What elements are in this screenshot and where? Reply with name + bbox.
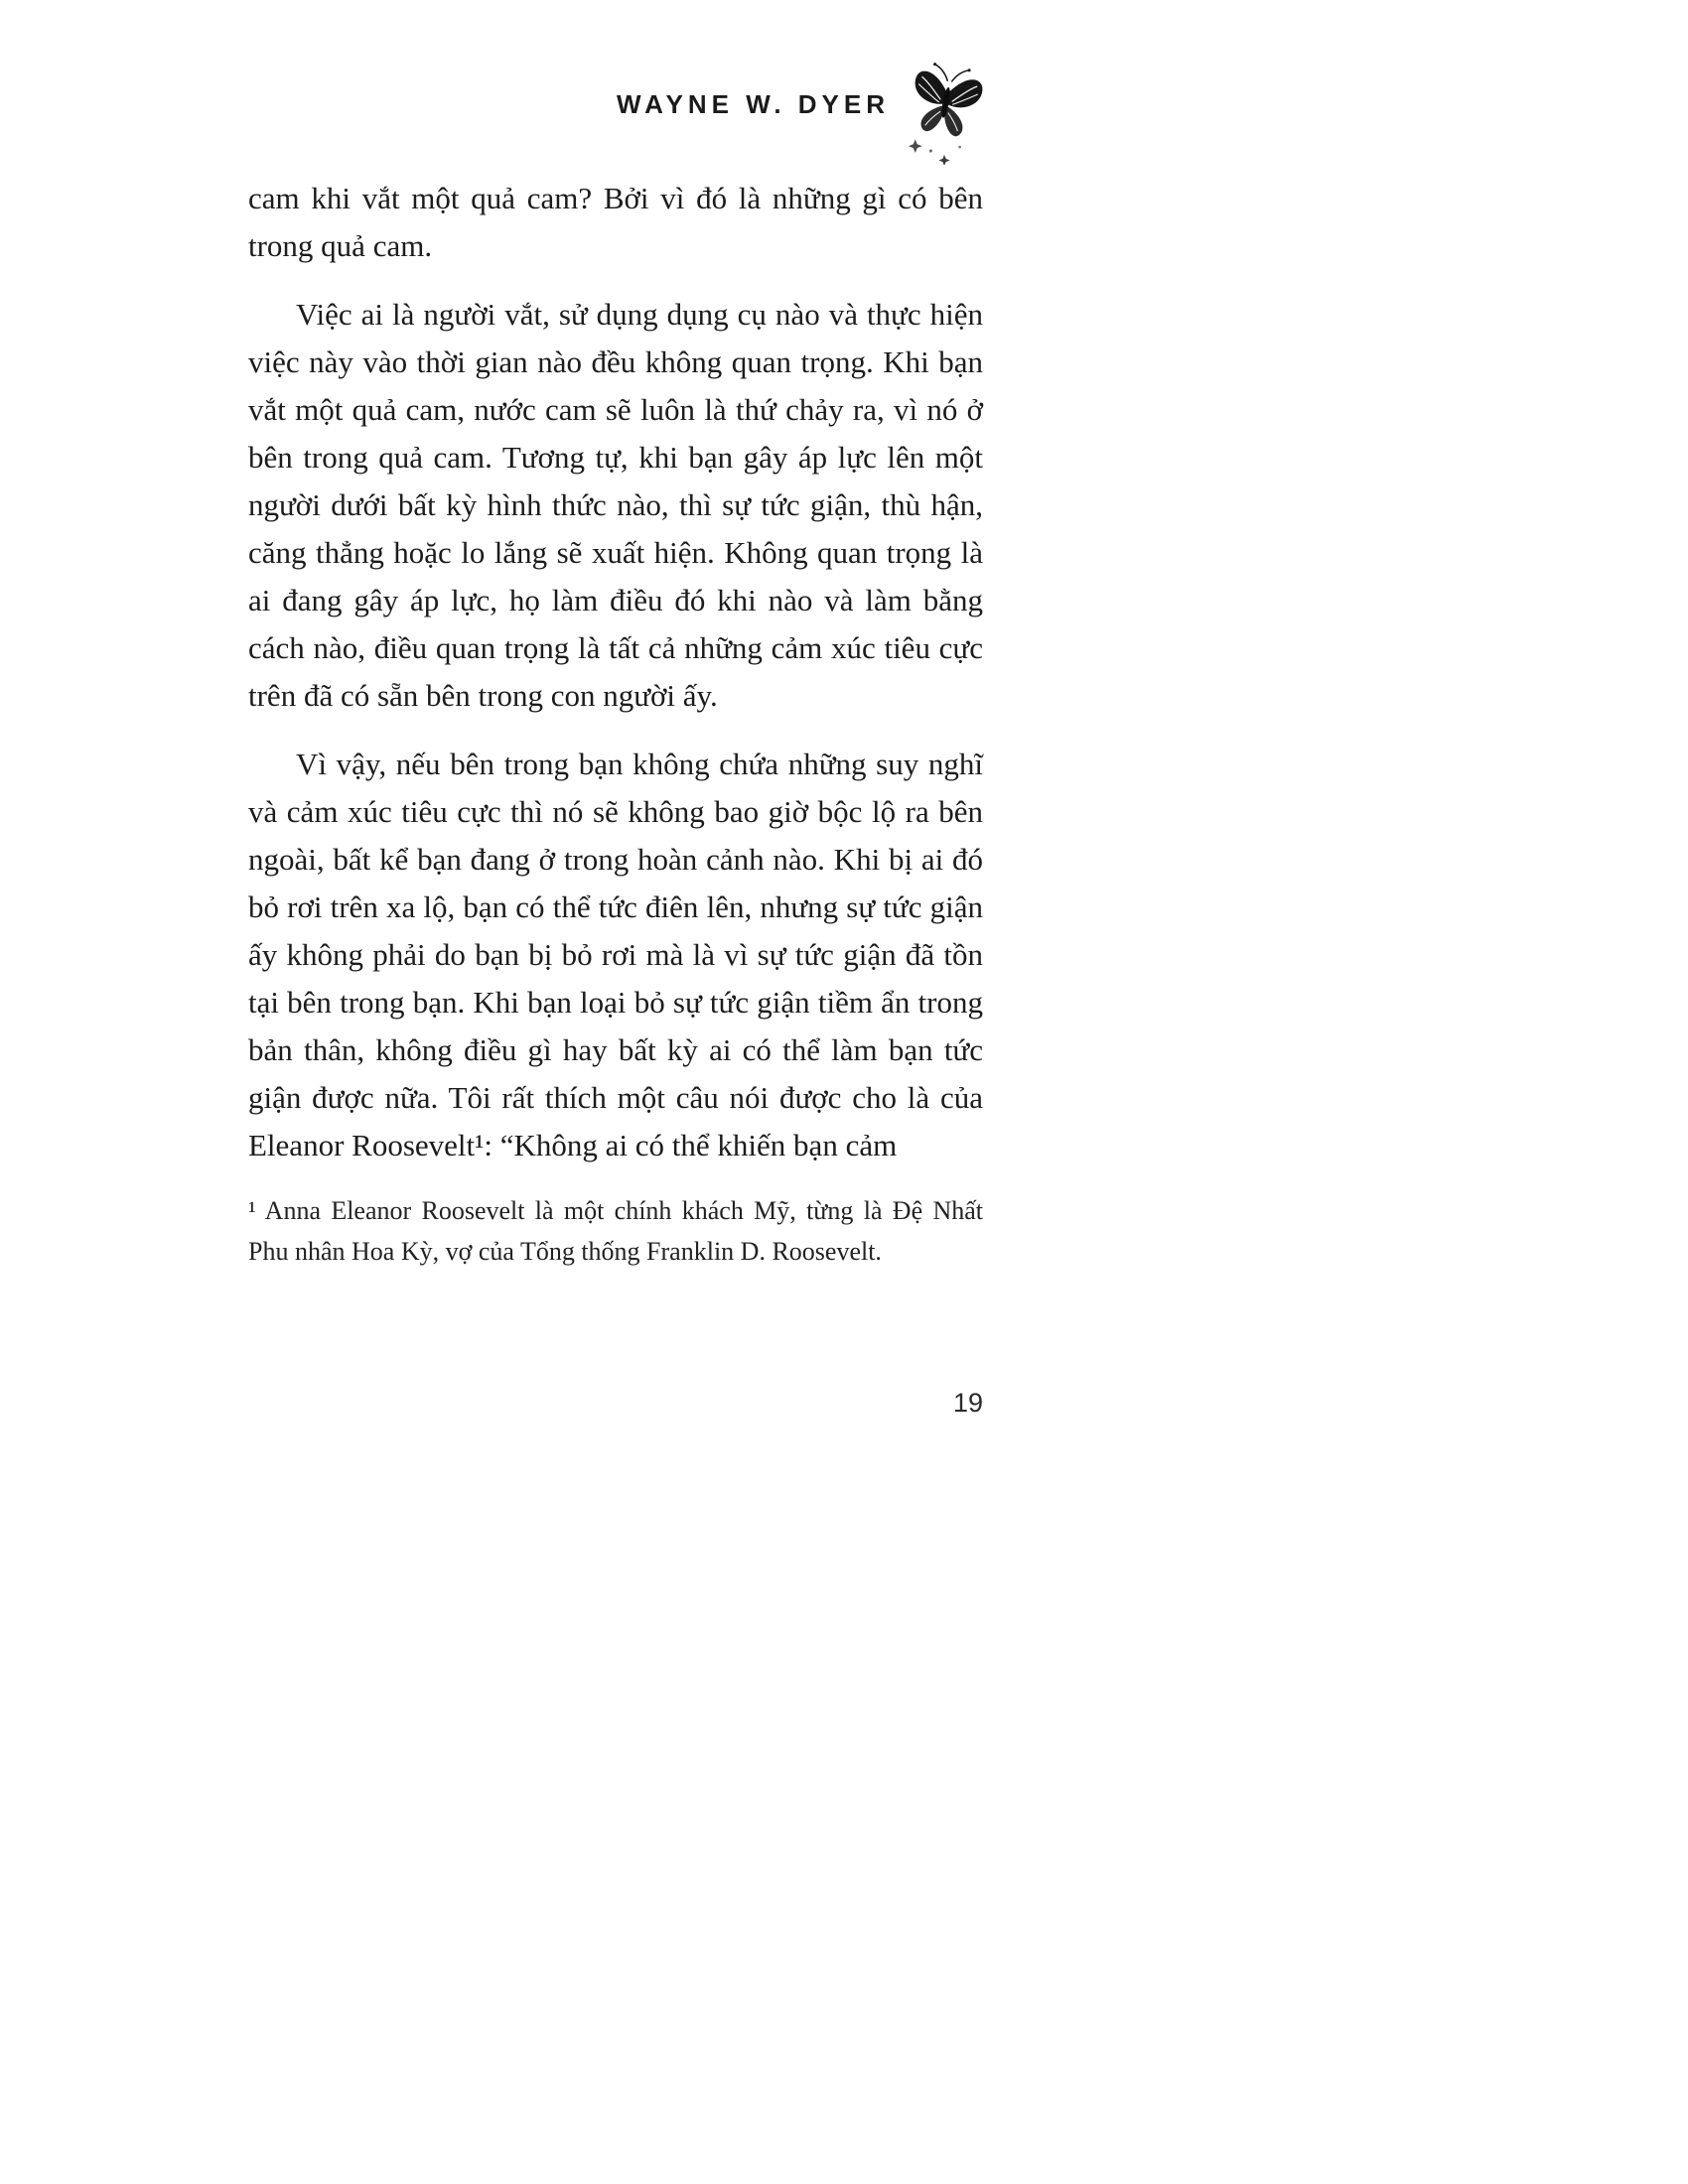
page-number: 19 <box>952 1388 983 1418</box>
author-name: WAYNE W. DYER <box>617 88 890 119</box>
footnote: ¹ Anna Eleanor Roosevelt là một chính khách Mỹ, từng là Đệ Nhất Phu nhân Hoa Kỳ, vợ của Tổng thống Franklin D. Roosevelt. <box>248 1196 983 1266</box>
page-header <box>248 62 983 165</box>
page-content <box>248 175 983 1272</box>
paragraph: Việc ai là người vắt, sử dụng dụng cụ nào và thực hiện việc này vào thời gian nào đều không quan trọng. Khi bạn vắt một quả cam, nước cam sẽ luôn là thứ chảy ra, vì nó ở bên trong quả cam. Tương tự, khi bạn gây áp lực lên một người dưới bất kỳ hình thức nào, thì sự tức giận, thù hận, căng thẳng hoặc lo lắng sẽ xuất hiện. Không quan trọng là ai đang gây áp lực, họ làm điều đó khi nào và làm bằng cách nào, điều quan trọng là tất cả những cảm xúc tiêu cực trên đã có sẵn bên trong con người ấy. <box>248 297 983 713</box>
paragraph: Vì vậy, nếu bên trong bạn không chứa những suy nghĩ và cảm xúc tiêu cực thì nó sẽ không bao giờ bộc lộ ra bên ngoài, bất kể bạn đang ở trong hoàn cảnh nào. Khi bị ai đó bỏ rơi trên xa lộ, bạn có thể tức điên lên, nhưng sự tức giận ấy không phải do bạn bị bỏ rơi mà là vì sự tức giận đã tồn tại bên trong bạn. Khi bạn loại bỏ sự tức giận tiềm ẩn trong bản thân, không điều gì hay bất kỳ ai có thể làm bạn tức giận được nữa. Tôi rất thích một câu nói được cho là của Eleanor Roosevelt¹: “Không ai có thể khiến bạn cảm <box>248 747 983 1162</box>
butterfly-icon <box>906 62 983 165</box>
paragraph: cam khi vắt một quả cam? Bởi vì đó là những gì có bên trong quả cam. <box>248 181 983 263</box>
